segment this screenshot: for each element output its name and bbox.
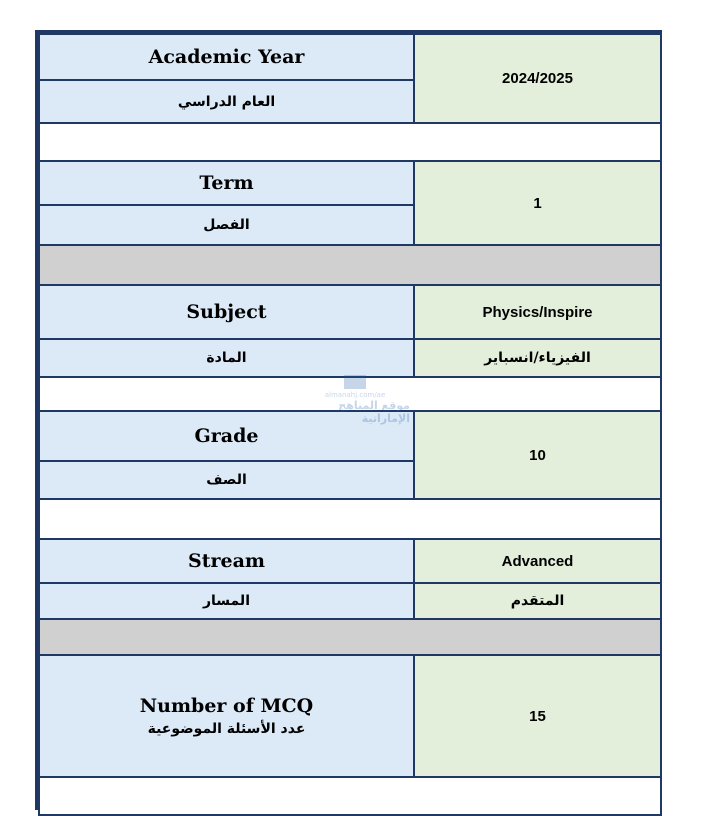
academic-year-label-ar: العام الدراسي [177,93,276,110]
subject-value-en: Physics/Inspire [482,303,593,321]
subject-value-ar-cell [413,338,662,378]
subject-label-en: Subject [186,301,267,323]
mcq-label-cell [38,654,415,778]
stream-label-ar: المسار [202,593,250,609]
spacer-row-gray [38,618,662,656]
subject-label-ar-cell [38,338,415,378]
grade-label-ar-cell [38,460,415,500]
stream-value-en-cell [413,538,662,584]
term-label-en: Term [199,172,254,194]
stream-value-ar: المتقدم [510,593,565,609]
term-label-ar-cell [38,204,415,246]
mcq-value-cell [413,654,662,778]
watermark [300,375,410,425]
watermark-text: موقع المناهج الإماراتية [338,399,410,425]
spacer-row-gray [38,244,662,286]
spacer-row [38,122,662,162]
spacer-row [38,498,662,540]
academic-year-label-en-cell [38,33,415,81]
term-label-en-cell [38,160,415,206]
stream-value-en: Advanced [501,552,574,570]
term-value-cell [413,160,662,246]
mcq-label-ar: عدد الأسئلة الموضوعية [147,721,306,737]
stream-label-en-cell [38,538,415,584]
watermark-url: almanahj.com/ae [324,391,386,399]
term-value: 1 [533,194,542,212]
subject-label-ar: المادة [206,350,247,366]
spacer-row [38,776,662,816]
stream-label-ar-cell [38,582,415,620]
grade-label-en: Grade [194,425,259,447]
grade-label-ar: الصف [206,472,247,488]
mcq-label-en: Number of MCQ [139,695,314,717]
grade-value: 10 [529,446,546,464]
academic-year-value: 2024/2025 [502,70,573,87]
academic-year-label-en: Academic Year [148,46,305,68]
term-label-ar: الفصل [203,217,250,233]
stream-value-ar-cell [413,582,662,620]
grade-value-cell [413,410,662,500]
subject-value-en-cell [413,284,662,340]
subject-value-ar: الفيزياء/انسباير [484,350,591,366]
stream-label-en: Stream [187,550,265,572]
subject-label-en-cell [38,284,415,340]
academic-year-label-ar-cell [38,79,415,124]
academic-year-value-cell [413,33,662,124]
mcq-value: 15 [529,707,546,725]
watermark-logo-icon [344,375,366,389]
